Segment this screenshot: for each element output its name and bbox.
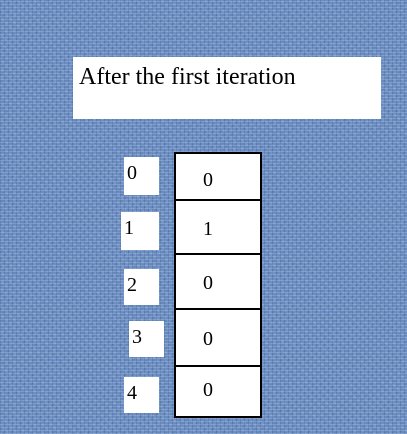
array-cell-2: 0 [176,255,260,310]
index-label-3: 3 [129,321,164,357]
diagram-title-text: After the first iteration [79,64,296,90]
array-cell-3: 0 [176,310,260,367]
array-cell-1: 1 [176,201,260,255]
array-container [174,152,262,418]
array-cell-0: 0 [176,154,260,201]
index-label-1: 1 [121,212,159,250]
index-label-4: 4 [124,377,159,413]
diagram-title [73,57,381,119]
index-label-0: 0 [124,157,159,195]
index-label-2: 2 [124,269,159,305]
array-cell-4: 0 [203,379,213,401]
